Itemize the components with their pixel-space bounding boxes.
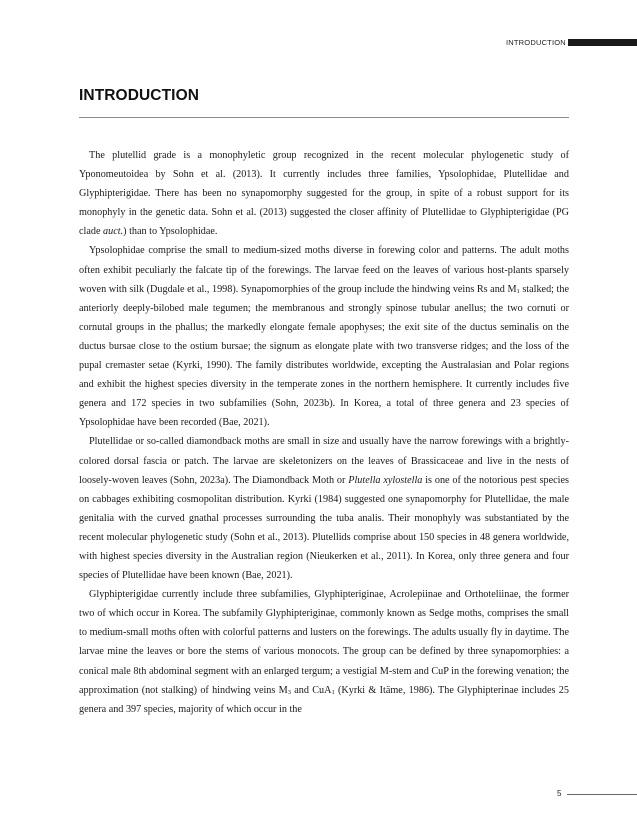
paragraph-2-subscript: 1 bbox=[516, 287, 520, 295]
paragraph-1 bbox=[79, 146, 569, 241]
paragraph-2 bbox=[79, 241, 569, 432]
paragraph-3 bbox=[79, 432, 569, 585]
paragraph-4-subscript-1: 3 bbox=[287, 688, 291, 696]
footer-rule bbox=[567, 794, 637, 795]
paragraph-3-species-name: Plutella xylostella bbox=[348, 474, 423, 486]
paragraph-2-text-a: Ypsolophidae comprise the small to medium-sized moths diverse in forewing color and patterns. The adult moths often exhibit peculiarly the falcate tip of the forewings. The larvae feed on the leaves of various host-plants sparsely woven with silk (Dugdale et al., 1998). Synapomorphies of the group include the hindwing veins Rs and M bbox=[79, 245, 569, 295]
paragraph-4-text-a: Glyphipterigidae currently include three subfamilies, Glyphipteriginae, Acrolepiinae and Orthoteliinae, the former two of which occur in Korea. The subfamily Glyphipteriginae, commonly known as Sedge moths, comprises the small to medium-small moths often with colorful patterns and lusters on the forewings. The adults usually fly in daytime. The larvae mine the leaves or bore the stems of various monocots. The group can be defined by three synapomorphies: a conical male 8th abdominal segment with an enlarged tergum; a vestigial M-stem and CuP in the forewing venation; the approximation (not stalking) of hindwing veins M bbox=[79, 589, 569, 696]
paragraph-3-text-a: Plutellidae or so-called diamondback moths are small in size and usually have the narrow forewings with a brightly-colored dorsal fascia or patch. The larvae are skeletonizers on the leaves of Brassicaceae and live in the nests of loosely-woven leaves (Sohn, 2023a). The Diamondback Moth or bbox=[79, 436, 569, 486]
paragraph-3-text-b: is one of the notorious pest species on cabbages exhibiting cosmopolitan distribution. Kyrki (1984) suggested one synapomorphy for Plutellidae, the male genitalia with the curved gnathal processes surrounding the tuba analis. Their monophyly was substantiated by the recent molecular phylogenetic study (Sohn et al., 2013). Plutellids comprise about 150 species in 48 genera worldwide, with highest species diversity in the Australian region (Nieukerken et al., 2011). In Korea, only three genera and four species of Plutellidae have been known (Bae, 2021). bbox=[79, 474, 569, 582]
paragraph-1-italic: auct. bbox=[103, 226, 124, 238]
running-header: INTRODUCTION bbox=[506, 38, 566, 47]
paragraph-4-subscript-2: 1 bbox=[331, 688, 335, 696]
title-divider bbox=[79, 117, 569, 118]
paragraph-4-text-b: and CuA bbox=[290, 684, 332, 696]
paragraph-1-text-a: The plutellid grade is a monophyletic group recognized in the recent molecular phylogenetic study of Yponomeutoidea by Sohn et al. (2013). It currently includes three families, Ypsolophidae, Plutellidae and Glyphipterigidae. There has been no synapomorphy suggested for the group, in spite of a robust support for its monophyly in the genetic data. Sohn et al. (2013) suggested the closer affinity of Plutellidae to Glyphipterigidae (PG clade bbox=[79, 150, 569, 238]
paragraph-4-text-c: (Kyrki & Itäme, 1986). The Glyphipterinae includes 25 genera and 397 species, majority of which occur in the bbox=[79, 684, 569, 715]
paragraph-4 bbox=[79, 585, 569, 719]
chapter-title: INTRODUCTION bbox=[79, 87, 200, 104]
paragraph-1-text-b: ) than to Ypsolophidae. bbox=[123, 226, 218, 238]
header-bar bbox=[568, 39, 637, 46]
body-text bbox=[79, 146, 569, 719]
paragraph-2-text-b: stalked; the anteriorly deeply-bilobed male tegumen; the membranous and strongly spinose tubular anellus; the two cornuti or cornutal groups in the phallus; the markedly elongate female apophyses; the exit site of the ductus seminalis on the ductus bursae close to the ostium bursae; the signum as elongate plate with two transverse ridges; and the loss of the pupal cremaster setae (Kyrki, 1990). The family distributes worldwide, excepting the Australasian and Polar regions and exhibit the highest species diversity in the temperate zones in the northern hemisphere. It currently includes five genera and 172 species in two subfamilies (Sohn, 2023b). In Korea, a total of three genera and 23 species of Ypsolophidae have been recorded (Bae, 2021). bbox=[79, 283, 570, 429]
page-number: 5 bbox=[557, 789, 562, 798]
